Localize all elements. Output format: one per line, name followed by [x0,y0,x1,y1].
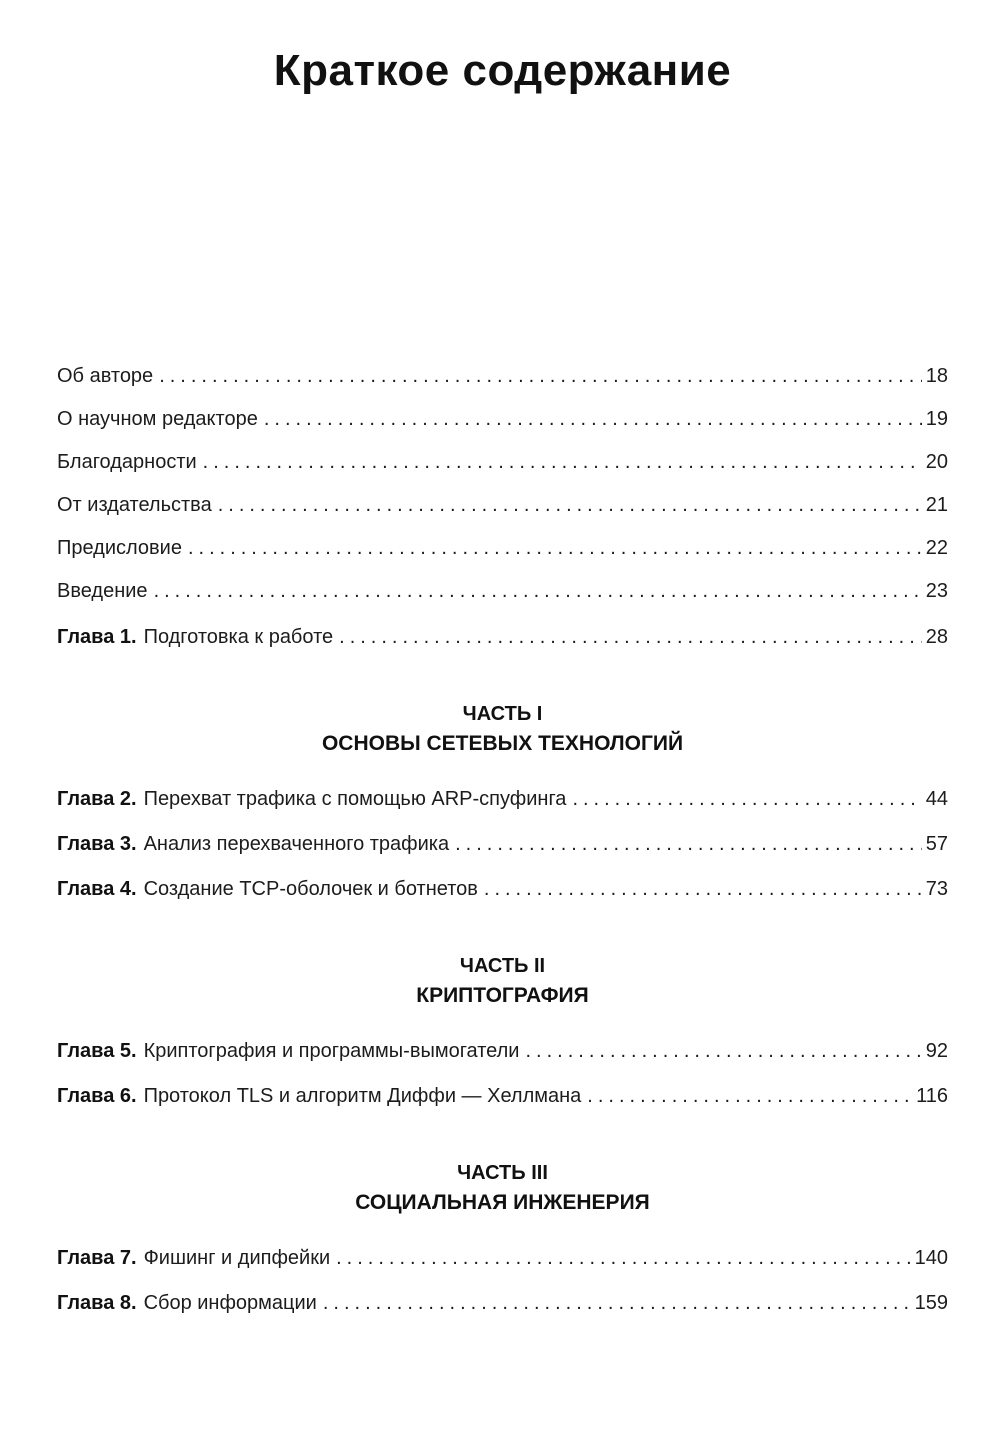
page-number: 28 [925,626,948,648]
dot-leader [203,450,922,474]
chapter-title: Сбор информации [143,1292,317,1314]
toc-entry [57,536,948,560]
part-heading [57,1158,948,1218]
entry-title [57,787,566,811]
chapter-prefix: Глава 5. [57,1040,137,1062]
part-label: ЧАСТЬ II [459,955,546,977]
toc-entry [57,579,948,603]
entry-title: Об авторе [57,365,154,387]
page-number: 44 [925,788,948,810]
page-number: 18 [925,365,948,387]
page-number: 73 [925,878,948,900]
dot-leader [264,407,922,431]
entry-title [57,832,449,856]
part-heading [57,699,948,759]
chapter-prefix: Глава 1. [57,626,137,648]
page-number: 140 [914,1247,948,1269]
part-label: ЧАСТЬ III [457,1162,548,1184]
toc-entry [57,625,948,649]
toc-entry [57,832,948,856]
page-number: 23 [925,580,948,602]
dot-leader [455,832,922,856]
chapter-title: Перехват трафика с помощью ARP-спуфинга [143,788,567,810]
dot-leader [218,493,922,517]
chapter-title: Криптография и программы-вымогатели [143,1040,520,1062]
toc-entry [57,450,948,474]
page-number: 92 [925,1040,948,1062]
chapter-title: Протокол TLS и алгоритм Диффи — Хеллмана [143,1085,582,1107]
chapter-title: Подготовка к работе [143,626,334,648]
toc-entry [57,1246,948,1270]
entry-title [57,625,333,649]
page-number: 57 [925,833,948,855]
entry-title [57,1084,581,1108]
chapter-prefix: Глава 7. [57,1247,137,1269]
entry-title [57,877,478,901]
part-heading [57,951,948,1011]
page-title: Краткое содержание [273,46,732,95]
dot-leader [339,625,922,649]
part-name: СОЦИАЛЬНАЯ ИНЖЕНЕРИЯ [355,1191,650,1214]
page-number: 21 [925,494,948,516]
part-name: КРИПТОГРАФИЯ [416,984,589,1007]
dot-leader [159,364,922,388]
dot-leader [188,536,922,560]
dot-leader [154,579,922,603]
dot-leader [572,787,921,811]
chapter-prefix: Глава 6. [57,1085,137,1107]
dot-leader [323,1291,911,1315]
chapter-prefix: Глава 4. [57,878,137,900]
page-number: 22 [925,537,948,559]
toc-entry [57,787,948,811]
page-number: 20 [925,451,948,473]
dot-leader [525,1039,921,1063]
entry-title: Благодарности [57,451,197,473]
table-of-contents [57,364,948,1315]
entry-title [57,1291,317,1315]
entry-title: От издательства [57,494,212,516]
dot-leader [484,877,922,901]
toc-entry [57,407,948,431]
part-label: ЧАСТЬ I [462,703,543,725]
toc-entry [57,493,948,517]
dot-leader [587,1084,912,1108]
page-number: 116 [916,1085,948,1107]
dot-leader [336,1246,911,1270]
chapter-title: Фишинг и дипфейки [143,1247,331,1269]
chapter-prefix: Глава 3. [57,833,137,855]
toc-entry [57,1291,948,1315]
toc-entry [57,1039,948,1063]
part-name: ОСНОВЫ СЕТЕВЫХ ТЕХНОЛОГИЙ [321,732,684,755]
page-number: 19 [925,408,948,430]
page-number: 159 [914,1292,948,1314]
chapter-prefix: Глава 2. [57,788,137,810]
entry-title: Введение [57,580,148,602]
toc-entry [57,364,948,388]
chapter-title: Анализ перехваченного трафика [143,833,450,855]
chapter-title: Создание TCP-оболочек и ботнетов [143,878,478,900]
entry-title [57,1039,519,1063]
chapter-prefix: Глава 8. [57,1292,137,1314]
toc-entry [57,877,948,901]
toc-entry [57,1084,948,1108]
entry-title: Предисловие [57,537,182,559]
entry-title: О научном редакторе [57,408,258,430]
entry-title [57,1246,330,1270]
